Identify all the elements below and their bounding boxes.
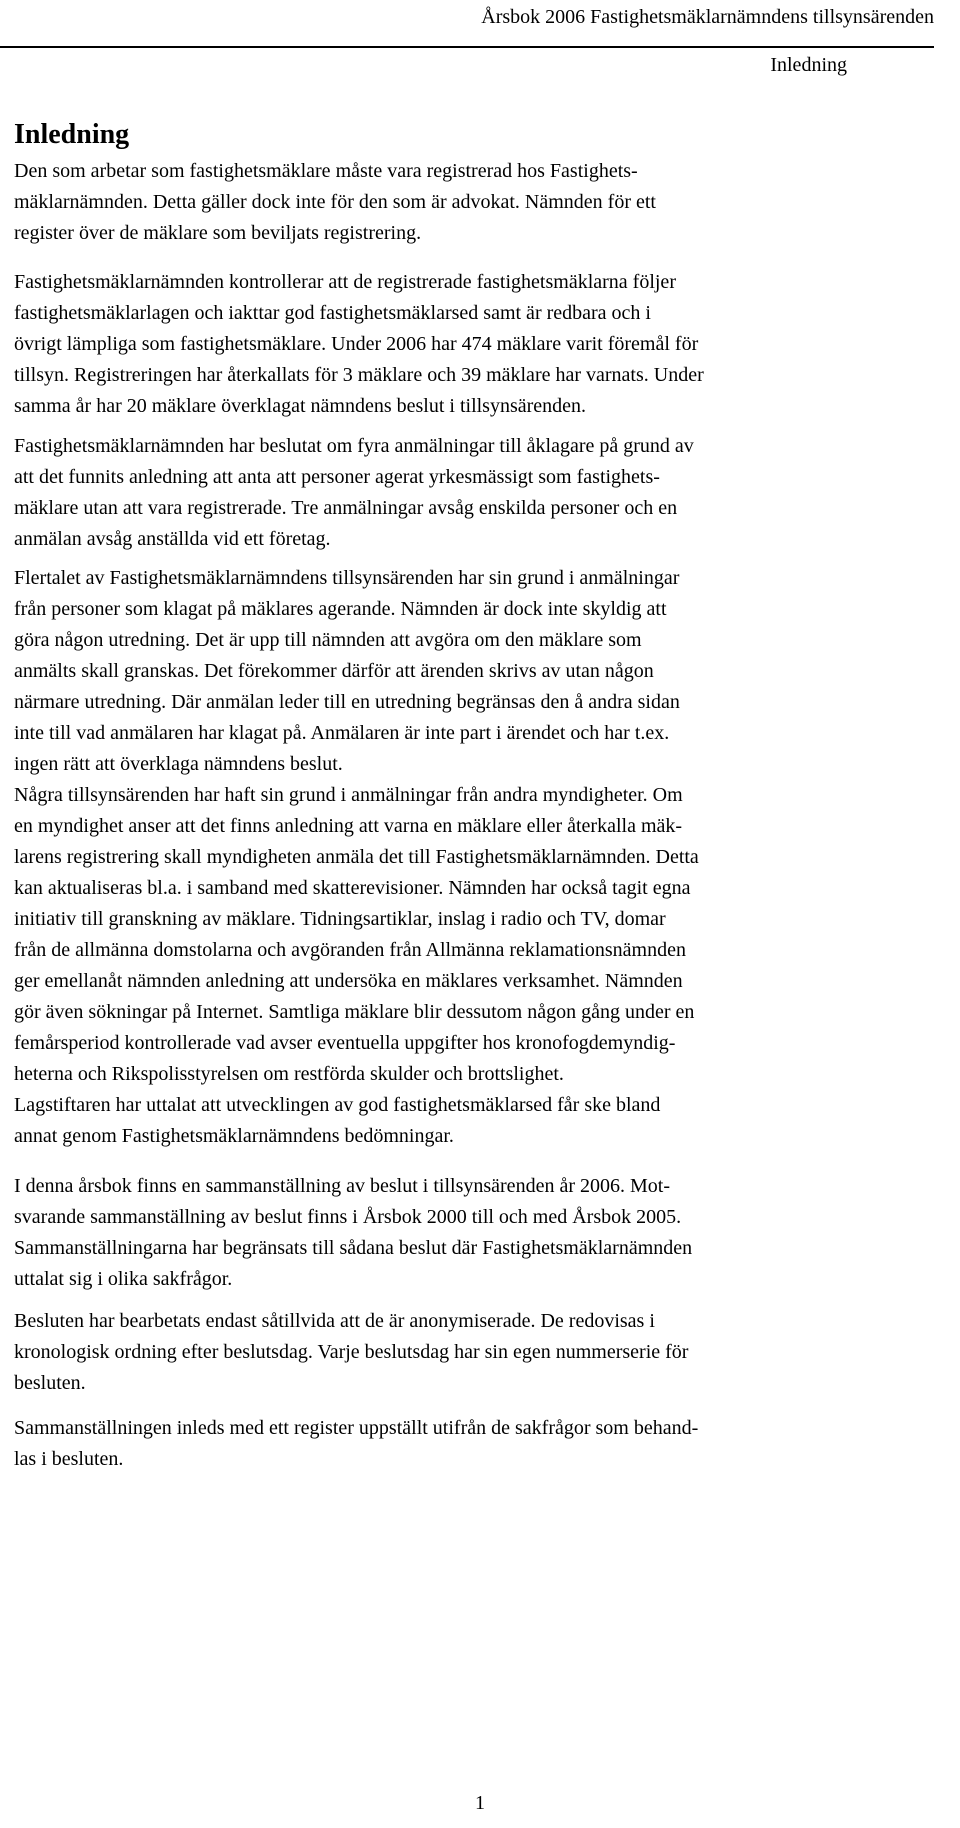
text-line: I denna årsbok finns en sammanställning av beslut i tillsynsärenden år 2006. Mot- [14, 1175, 670, 1197]
paragraph-prosecutor-reports [14, 431, 944, 555]
text-line: anmälts skall granskas. Det förekommer därför att ärenden skrivs av utan någon [14, 660, 654, 682]
text-line: samma år har 20 mäklare överklagat nämndens beslut i tillsynsärenden. [14, 395, 587, 417]
text-line: Fastighetsmäklarnämnden har beslutat om fyra anmälningar till åklagare på grund av [14, 435, 694, 457]
text-line: gör även sökningar på Internet. Samtliga mäklare blir dessutom någon gång under en [14, 1001, 695, 1023]
text-line: uttalat sig i olika sakfrågor. [14, 1268, 233, 1290]
paragraph-legislator [14, 1090, 944, 1152]
text-line: Besluten har bearbetats endast såtillvida att de är anonymiserade. De redovisas i [14, 1310, 655, 1332]
text-line: svarande sammanställning av beslut finns i Årsbok 2000 till och med Årsbok 2005. [14, 1206, 682, 1228]
paragraph-compilation [14, 1171, 944, 1295]
text-line: övrigt lämpliga som fastighetsmäklare. Under 2006 har 474 mäklare varit föremål för [14, 333, 699, 355]
text-line: fastighetsmäklarlagen och iakttar god fastighetsmäklarsed samt är redbara och i [14, 302, 651, 324]
text-line: närmare utredning. Där anmälan leder till en utredning begränsas den å andra sidan [14, 691, 680, 713]
text-line: att det funnits anledning att anta att personer agerat yrkesmässigt som fastighets- [14, 466, 660, 488]
text-line: besluten. [14, 1372, 86, 1394]
text-line: Den som arbetar som fastighetsmäklare måste vara registrerad hos Fastighets- [14, 160, 638, 182]
text-line: inte till vad anmälaren har klagat på. Anmälaren är inte part i ärendet och har t.ex. [14, 722, 670, 744]
text-line: initiativ till granskning av mäklare. Tidningsartiklar, inslag i radio och TV, domar [14, 908, 666, 930]
paragraph-supervision [14, 267, 944, 422]
paragraph-complaints [14, 563, 944, 780]
text-line: kan aktualiseras bl.a. i samband med skatterevisioner. Nämnden har också tagit egna [14, 877, 691, 899]
text-line: en myndighet anser att det finns anledning att varna en mäklare eller återkalla mäk- [14, 815, 683, 837]
text-line: larens registrering skall myndigheten anmäla det till Fastighetsmäklarnämnden. Detta [14, 846, 699, 868]
paragraph-anonymized [14, 1306, 944, 1399]
paragraph-other-authorities [14, 780, 944, 1090]
text-line: göra någon utredning. Det är upp till nämnden att avgöra om den mäklare som [14, 629, 642, 651]
text-line: kronologisk ordning efter beslutsdag. Varje beslutsdag har sin egen nummerserie för [14, 1341, 689, 1363]
text-line: register över de mäklare som beviljats registrering. [14, 222, 422, 244]
text-line: mäklarnämnden. Detta gäller dock inte för den som är advokat. Nämnden för ett [14, 191, 656, 213]
page-number: 1 [475, 1792, 485, 1814]
text-line: Lagstiftaren har uttalat att utvecklingen av god fastighetsmäklarsed får ske bland [14, 1094, 661, 1116]
text-line: Flertalet av Fastighetsmäklarnämndens tillsynsärenden har sin grund i anmälningar [14, 567, 680, 589]
text-line: ger emellanåt nämnden anledning att undersöka en mäklares verksamhet. Nämnden [14, 970, 683, 992]
text-line: Sammanställningarna har begränsats till sådana beslut där Fastighetsmäklarnämnden [14, 1237, 693, 1259]
section-label: Inledning [770, 54, 847, 76]
text-line: från de allmänna domstolarna och avgöranden från Allmänna reklamationsnämnden [14, 939, 686, 961]
text-line: las i besluten. [14, 1448, 124, 1470]
text-line: Sammanställningen inleds med ett register uppställt utifrån de sakfrågor som behand- [14, 1417, 699, 1439]
text-line: mäklare utan att vara registrerade. Tre anmälningar avsåg enskilda personer och en [14, 497, 678, 519]
text-line: från personer som klagat på mäklares agerande. Nämnden är dock inte skyldig att [14, 598, 667, 620]
text-line: anmälan avsåg anställda vid ett företag. [14, 528, 331, 550]
text-line: Några tillsynsärenden har haft sin grund i anmälningar från andra myndigheter. Om [14, 784, 683, 806]
running-header: Årsbok 2006 Fastighetsmäklarnämndens tillsynsärenden [481, 6, 934, 28]
header-rule [0, 46, 934, 48]
page-title: Inledning [14, 119, 130, 150]
text-line: annat genom Fastighetsmäklarnämndens bedömningar. [14, 1125, 454, 1147]
text-line: heterna och Rikspolisstyrelsen om restförda skulder och brottslighet. [14, 1063, 564, 1085]
paragraph-register [14, 1413, 944, 1475]
text-line: femårsperiod kontrollerade vad avser eventuella uppgifter hos kronofogdemyndig- [14, 1032, 676, 1054]
paragraph-registration [14, 156, 944, 249]
text-line: Fastighetsmäklarnämnden kontrollerar att de registrerade fastighetsmäklarna följer [14, 271, 676, 293]
text-line: tillsyn. Registreringen har återkallats för 3 mäklare och 39 mäklare har varnats. Under [14, 364, 704, 386]
text-line: ingen rätt att överklaga nämndens beslut. [14, 753, 343, 775]
